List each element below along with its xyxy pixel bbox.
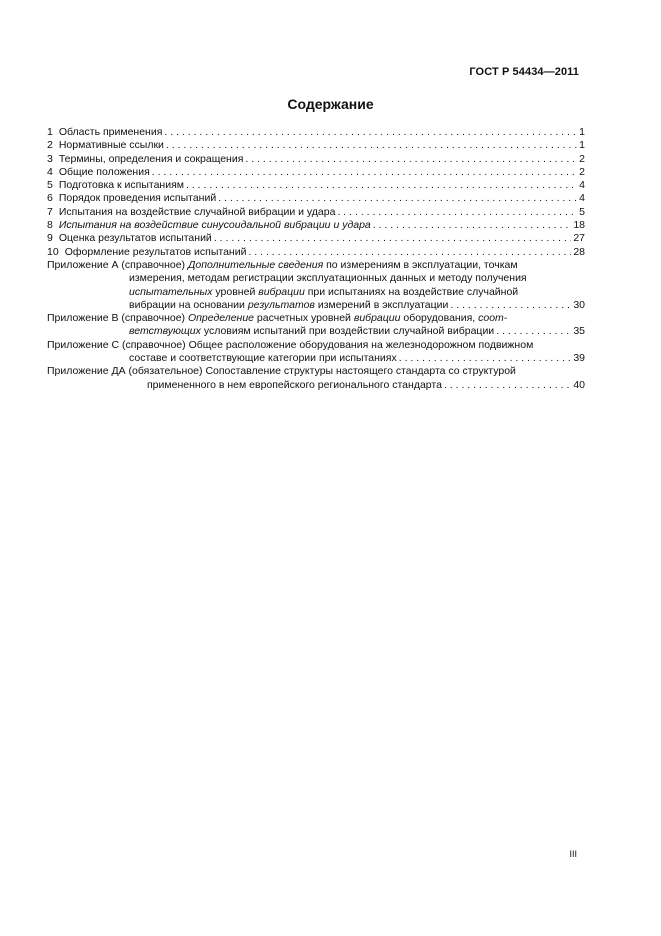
dot-leader	[496, 325, 571, 338]
appendix-title-text: условиям испытаний при воздействии случайной вибрации	[200, 325, 495, 338]
toc-entry-number: 7	[47, 205, 53, 218]
appendix-title-text: измерений в эксплуатации	[314, 298, 449, 311]
toc-entry-title: Общие положения	[58, 165, 150, 178]
page-number: 5	[579, 205, 585, 218]
toc-entry-number: 9	[47, 232, 53, 245]
toc-entry-label	[47, 206, 335, 219]
toc-entry[interactable]	[47, 153, 585, 166]
toc-entry-label	[47, 126, 162, 139]
appendix-title-text: Сопоставление структуры настоящего стандарта со структурой	[205, 365, 516, 378]
appendix-title-italic: ветствующих	[129, 325, 201, 338]
page-number: 2	[579, 152, 585, 165]
toc-entry-title: Оформление результатов испытаний	[64, 245, 247, 258]
toc-entry[interactable]	[47, 219, 585, 232]
dot-leader	[166, 139, 577, 152]
page-number: 35	[573, 325, 585, 338]
toc-entry-number: 6	[47, 192, 53, 205]
toc-entry[interactable]	[47, 232, 585, 245]
dot-leader	[164, 126, 577, 139]
dot-leader	[399, 352, 572, 365]
dot-leader	[186, 179, 577, 192]
standard-code: ГОСТ Р 54434—2011	[469, 66, 579, 78]
toc-entry-title: Нормативные ссылки	[58, 139, 164, 152]
toc-entry-title: Область применения	[58, 126, 163, 138]
appendix-prefix: Приложение А (справочное)	[47, 258, 186, 271]
dot-leader	[152, 166, 577, 179]
toc-entry[interactable]	[47, 192, 585, 205]
toc-entry-title: Термины, определения и сокращения	[58, 152, 244, 165]
appendix-title-text: уровней	[212, 285, 259, 298]
appendix-title-text: примененного в нем европейского регионального стандарта	[147, 378, 442, 391]
table-of-contents	[47, 126, 585, 392]
toc-entry-title: Испытания на воздействие синусоидальной вибрации и удара	[58, 219, 371, 232]
dot-leader	[444, 379, 571, 392]
toc-entry[interactable]	[47, 206, 585, 219]
appendix-title-italic: вибрации	[353, 312, 401, 325]
page-number: 4	[579, 192, 585, 205]
toc-entry-label	[47, 153, 243, 166]
dot-leader	[245, 153, 577, 166]
toc-entry-number: 5	[47, 179, 53, 192]
appendix-title-text: составе и соответствующие категории при испытаниях	[129, 352, 397, 365]
toc-entry-number: 1	[47, 126, 53, 138]
toc-entry-label	[47, 179, 184, 192]
appendix-title-text: при испытаниях на воздействие случайной	[304, 285, 519, 298]
appendix-prefix: Приложение В (справочное)	[47, 312, 186, 325]
appendix-title-italic: испытательных	[129, 285, 213, 298]
toc-entry[interactable]	[47, 179, 585, 192]
toc-entry-label	[47, 192, 216, 205]
toc-appendix-da[interactable]	[47, 365, 585, 392]
toc-entry-number: 10	[47, 245, 59, 258]
toc-entry-label	[47, 219, 371, 232]
appendix-title-italic: соот-	[478, 312, 508, 325]
toc-entry-label	[47, 139, 164, 152]
dot-leader	[248, 246, 571, 259]
appendix-title-text: вибрации на основании	[129, 298, 248, 311]
appendix-prefix: Приложение ДА (обязательное)	[47, 365, 203, 378]
toc-entry-title: Испытания на воздействие случайной вибрации и удара	[58, 205, 336, 218]
page-number: 2	[579, 165, 585, 178]
page-number: 39	[573, 352, 585, 365]
appendix-prefix: Приложение С (справочное)	[47, 338, 186, 351]
appendix-title-text: оборудования,	[400, 312, 479, 325]
toc-entry-number: 4	[47, 165, 53, 178]
page-number: 1	[579, 139, 585, 152]
appendix-title-text: измерения, методам регистрации эксплуатационных данных и методу получения	[129, 272, 527, 285]
appendix-title-text: расчетных уровней	[254, 312, 354, 325]
toc-entry[interactable]	[47, 139, 585, 152]
page-number: 4	[579, 179, 585, 192]
toc-entry[interactable]	[47, 166, 585, 179]
page-title: Содержание	[287, 96, 374, 112]
toc-entry-number: 8	[47, 219, 53, 232]
appendix-title-text: по измерениям в эксплуатации, точкам	[323, 258, 518, 271]
toc-entry-number: 3	[47, 152, 53, 165]
page-number: 40	[573, 378, 585, 391]
page-number: 18	[573, 219, 585, 232]
appendix-title-text: Общее расположение оборудования на железнодорожном подвижном	[188, 338, 534, 351]
toc-entry-title: Порядок проведения испытаний	[58, 192, 217, 205]
dot-leader	[373, 219, 572, 232]
toc-entry-label	[47, 246, 246, 259]
appendix-title-italic: вибрации	[258, 285, 305, 298]
toc-entry-title: Подготовка к испытаниям	[58, 179, 184, 192]
page-number: 30	[573, 298, 585, 311]
toc-appendix-b[interactable]	[47, 312, 585, 339]
appendix-title-italic: Дополнительные сведения	[187, 258, 324, 271]
page-number: 27	[573, 232, 585, 245]
toc-entry[interactable]	[47, 126, 585, 139]
toc-appendix-a[interactable]	[47, 259, 585, 312]
appendix-title-italic: результатов	[247, 298, 315, 311]
dot-leader	[337, 206, 577, 219]
page-folio: III	[569, 849, 577, 859]
toc-entry-label	[47, 232, 212, 245]
toc-entry-title: Оценка результатов испытаний	[58, 232, 212, 245]
toc-entry[interactable]	[47, 246, 585, 259]
dot-leader	[214, 232, 572, 245]
dot-leader	[218, 192, 577, 205]
toc-appendix-c[interactable]	[47, 339, 585, 366]
toc-entry-number: 2	[47, 139, 53, 152]
page-number: 28	[573, 245, 585, 258]
dot-leader	[450, 299, 571, 312]
page-number: 1	[579, 126, 585, 138]
toc-sections	[47, 126, 585, 259]
toc-entry-label	[47, 166, 150, 179]
appendix-title-italic: Определение	[187, 312, 255, 325]
